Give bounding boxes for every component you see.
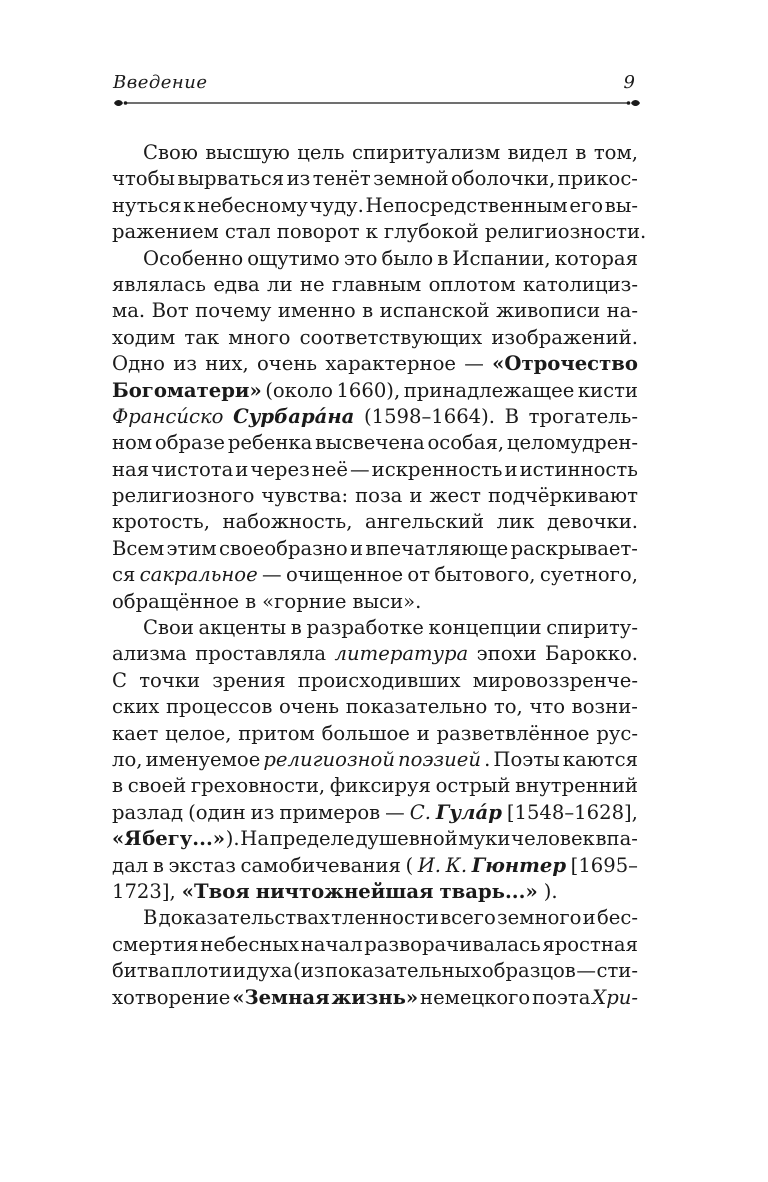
word: акценты <box>198 616 287 640</box>
word: ся <box>112 563 136 587</box>
word: Гюнтер <box>471 853 567 877</box>
word: ходим <box>112 325 176 349</box>
word: Франсúско <box>112 404 224 428</box>
word: — <box>350 457 370 481</box>
word: девочки. <box>547 510 638 534</box>
word: тленности <box>331 906 439 930</box>
word: ребенка <box>227 431 313 455</box>
word: концепции <box>428 616 542 640</box>
word: неё <box>311 457 349 481</box>
word: Испании, <box>452 246 551 270</box>
text-line <box>112 747 638 773</box>
word: происходивших <box>297 668 461 692</box>
text-line <box>112 800 638 826</box>
word: из <box>250 800 275 824</box>
text-line <box>112 140 638 166</box>
word: ли <box>267 272 293 296</box>
rule-right-dot <box>627 101 631 105</box>
word: разветвлённое <box>436 721 590 745</box>
word: принадлежащее <box>403 378 575 402</box>
word: трогатель- <box>528 404 638 428</box>
text-line <box>112 773 638 799</box>
text-line <box>112 378 638 404</box>
word: религиозной <box>263 747 395 771</box>
word: испанской <box>379 299 490 323</box>
paragraph <box>112 615 638 905</box>
word: литература <box>334 642 469 666</box>
word: сакральное <box>139 563 258 587</box>
word: целомудрен- <box>506 431 638 455</box>
word: фиксируя <box>329 774 431 798</box>
word: показательно <box>345 695 488 719</box>
word: главным <box>331 272 422 296</box>
word: муки <box>458 827 511 851</box>
word: религиозности. <box>484 220 647 244</box>
text-line <box>112 219 647 245</box>
word: примеров <box>279 800 381 824</box>
word: именно <box>277 299 356 323</box>
text-line <box>112 166 638 192</box>
word: начал <box>300 932 363 956</box>
word: Всем <box>112 536 165 560</box>
word: так <box>184 325 220 349</box>
text-line <box>112 483 638 509</box>
text-line <box>112 536 638 562</box>
word: Свою <box>143 141 198 164</box>
paragraph <box>112 140 647 246</box>
word: в <box>362 299 374 323</box>
word: точки <box>139 668 201 692</box>
word: едва <box>213 272 260 296</box>
word: всего <box>440 906 496 930</box>
word: именуемое <box>145 747 261 771</box>
word: видел <box>507 141 568 164</box>
text-line <box>112 509 638 535</box>
word: впечатляюще <box>365 536 509 560</box>
word: Богоматери» <box>112 378 262 402</box>
word: проставляла <box>195 642 327 666</box>
word: Хри- <box>592 985 638 1009</box>
text-line <box>112 641 638 667</box>
text-line <box>112 272 638 298</box>
word: небесных <box>200 932 300 956</box>
word: нуться <box>112 193 182 217</box>
text-line <box>112 694 638 720</box>
word: много <box>228 325 291 349</box>
word: ощутимо <box>247 246 340 270</box>
word: и <box>504 457 518 481</box>
word: вырваться <box>177 167 285 191</box>
word: ничтожнейшая <box>255 879 434 903</box>
text-line <box>112 879 638 905</box>
word: жизнь» <box>331 985 419 1009</box>
word: Поэты <box>493 747 560 771</box>
word: и <box>582 906 596 930</box>
text-line <box>112 430 638 456</box>
word: высшую <box>205 141 290 164</box>
word: 1723], <box>112 879 176 903</box>
word: тенёт <box>312 167 371 191</box>
paragraph <box>112 905 638 1011</box>
word: С <box>112 668 127 692</box>
word: из <box>173 352 198 376</box>
word: «Отрочество <box>492 352 638 376</box>
word: и <box>350 536 364 560</box>
word: [1548–1628], <box>506 800 638 824</box>
word: доказательствах <box>158 906 330 930</box>
word: Вот <box>151 299 189 323</box>
word: ализма <box>112 642 187 666</box>
word: процессов <box>165 695 273 719</box>
word: впа- <box>595 827 638 851</box>
word: чуду. <box>309 193 364 217</box>
word: Особенно <box>143 246 244 270</box>
word: «Земная <box>232 985 330 1009</box>
word: Одно <box>112 352 165 376</box>
word: прикос- <box>557 167 638 191</box>
word: своеобразно <box>218 536 348 560</box>
rule-left-dot <box>124 101 128 105</box>
word: религиозного <box>112 484 255 508</box>
word: тварь...» <box>439 879 538 903</box>
word: спиритуализм <box>352 141 501 164</box>
word: бес- <box>596 906 638 930</box>
word: и <box>235 457 249 481</box>
word: его <box>569 193 604 217</box>
word: из <box>286 167 311 191</box>
word: сти- <box>596 959 638 983</box>
text-line <box>112 589 638 615</box>
word: глубокой <box>383 220 479 244</box>
text-line <box>112 668 638 694</box>
word: в <box>112 774 124 798</box>
word: — <box>464 352 484 376</box>
word: образцов <box>481 959 576 983</box>
word: том, <box>593 141 638 164</box>
word: образе <box>154 431 226 455</box>
text-line <box>112 193 638 219</box>
word: (один <box>188 800 246 824</box>
word: На <box>240 827 270 851</box>
word: душевной <box>355 827 458 851</box>
text-line <box>112 932 638 958</box>
word: поза <box>355 484 403 508</box>
text-line <box>112 985 638 1011</box>
word: и <box>409 484 423 508</box>
text-line <box>112 562 638 588</box>
section-title: Введение <box>113 72 208 93</box>
word: ло, <box>112 747 143 771</box>
word: раскрывает- <box>510 536 638 560</box>
word: К. <box>445 853 468 877</box>
word: обращённое <box>112 589 240 613</box>
word: небесному <box>197 193 308 217</box>
word: ( <box>405 853 414 877</box>
word: стал <box>224 220 271 244</box>
word: и <box>232 959 246 983</box>
word: являлась <box>112 272 206 296</box>
word: своей <box>127 774 187 798</box>
word: — <box>576 959 596 983</box>
word: спириту- <box>546 616 638 640</box>
word: разворачивалась <box>364 932 541 956</box>
word: выси». <box>352 589 422 613</box>
page-number: 9 <box>623 72 635 93</box>
word: изображений. <box>491 325 638 349</box>
word: в <box>152 853 164 877</box>
word: очень <box>279 695 340 719</box>
word: ). <box>225 827 240 851</box>
text-line <box>112 404 638 430</box>
word: С. <box>409 800 431 824</box>
word: битва <box>112 959 171 983</box>
word: острый <box>435 774 511 798</box>
word: кает <box>112 721 159 745</box>
word: Сурбарáна <box>233 404 355 428</box>
word: почему <box>195 299 272 323</box>
text-line <box>112 457 638 483</box>
word: и <box>416 721 430 745</box>
word: разлад <box>112 800 184 824</box>
text-line <box>112 351 638 377</box>
text-line <box>112 721 638 747</box>
word: плоти <box>170 959 233 983</box>
word: в <box>245 589 257 613</box>
ornamental-rule <box>113 96 641 110</box>
word: земной <box>373 167 449 191</box>
word: пределе <box>269 827 355 851</box>
word: эпохи <box>476 642 537 666</box>
text-line <box>112 853 638 879</box>
word: в <box>290 616 302 640</box>
text-line <box>112 246 638 272</box>
word: «Я <box>112 827 142 851</box>
word: возни- <box>571 695 638 719</box>
word: — <box>262 563 282 587</box>
text-line <box>112 958 638 984</box>
word: самобичевания <box>240 853 401 877</box>
text-line <box>112 826 638 852</box>
word: смертия <box>112 932 199 956</box>
text-line <box>112 298 638 324</box>
word: к <box>365 220 378 244</box>
word: (1598–1664). <box>363 404 496 428</box>
word: от <box>407 563 431 587</box>
word: в <box>437 246 449 270</box>
paragraph <box>112 246 638 615</box>
word: кисти <box>577 378 638 402</box>
word: (из <box>293 959 325 983</box>
word: ная <box>112 457 150 481</box>
word: лик <box>496 510 535 534</box>
word: через <box>250 457 310 481</box>
word: истинность <box>519 457 638 481</box>
word: земного <box>496 906 582 930</box>
word: соответствующих <box>299 325 483 349</box>
word: бытового, <box>434 563 536 587</box>
word: кротость, <box>112 510 210 534</box>
rule-right-ornament <box>631 100 640 106</box>
word: притом <box>238 721 315 745</box>
word: то, <box>493 695 523 719</box>
word: ражением <box>112 220 219 244</box>
word: набожность, <box>222 510 353 534</box>
word: греховности, <box>190 774 326 798</box>
word: особая, <box>427 431 505 455</box>
word: это <box>343 246 378 270</box>
word: [1695– <box>570 853 638 877</box>
word: в <box>575 141 587 164</box>
text-line <box>112 325 638 351</box>
word: вы- <box>604 193 638 217</box>
word: Гулáр <box>435 800 502 824</box>
word: жест <box>429 484 481 508</box>
word: Непосредственным <box>365 193 568 217</box>
word: католициз- <box>522 272 638 296</box>
word: Свои <box>143 616 194 640</box>
word: очень <box>256 352 318 376</box>
word: экстаз <box>168 853 236 877</box>
word: высвечена <box>315 431 425 455</box>
word: поэзией <box>398 747 481 771</box>
word: мировоззренче- <box>472 668 638 692</box>
word: чтобы <box>112 167 175 191</box>
running-head <box>113 66 637 96</box>
word: поворот <box>276 220 360 244</box>
word: — <box>385 800 405 824</box>
word: что <box>529 695 566 719</box>
word: суетного, <box>539 563 638 587</box>
word: показательных <box>324 959 482 983</box>
word: ма. <box>112 299 146 323</box>
word: цель <box>297 141 345 164</box>
word: большое <box>321 721 410 745</box>
word: 1660), <box>336 378 401 402</box>
word: рус- <box>596 721 638 745</box>
word: чистота <box>151 457 234 481</box>
word: чувства: <box>261 484 349 508</box>
word: целое, <box>165 721 232 745</box>
word: немецкого <box>420 985 531 1009</box>
word: Барокко. <box>545 642 638 666</box>
text-line <box>112 905 638 931</box>
body-text <box>112 140 647 1011</box>
word: «горние <box>262 589 347 613</box>
word: «Твоя <box>181 879 250 903</box>
word: человек <box>511 827 595 851</box>
word: ном <box>112 431 153 455</box>
word: дал <box>112 853 149 877</box>
word: к <box>183 193 196 217</box>
word: В <box>504 404 520 428</box>
word: живописи <box>496 299 601 323</box>
rule-left-ornament <box>114 100 123 106</box>
word: зрения <box>212 668 286 692</box>
word: каются <box>562 747 638 771</box>
word: ). <box>543 879 558 903</box>
word: искренность <box>371 457 503 481</box>
word: подчёркивают <box>488 484 638 508</box>
word: которая <box>554 246 638 270</box>
word: ангельский <box>365 510 485 534</box>
word: духа <box>246 959 293 983</box>
word: И. <box>417 853 442 877</box>
word: хотворение <box>112 985 231 1009</box>
word: оболочки, <box>451 167 556 191</box>
word: внутренний <box>515 774 638 798</box>
word: не <box>299 272 325 296</box>
word: поэта <box>532 985 591 1009</box>
word: было <box>381 246 434 270</box>
word: яростная <box>542 932 638 956</box>
word: оплотом <box>428 272 516 296</box>
word: В <box>143 906 158 930</box>
word: них, <box>205 352 249 376</box>
word: (около <box>265 378 333 402</box>
word: бегу...» <box>142 827 226 851</box>
word: очищенное <box>285 563 404 587</box>
word: характерное <box>325 352 456 376</box>
word: . <box>484 747 491 771</box>
word: ских <box>112 695 160 719</box>
word: на- <box>606 299 638 323</box>
word: этим <box>166 536 217 560</box>
text-line <box>112 615 638 641</box>
word: разработке <box>306 616 424 640</box>
